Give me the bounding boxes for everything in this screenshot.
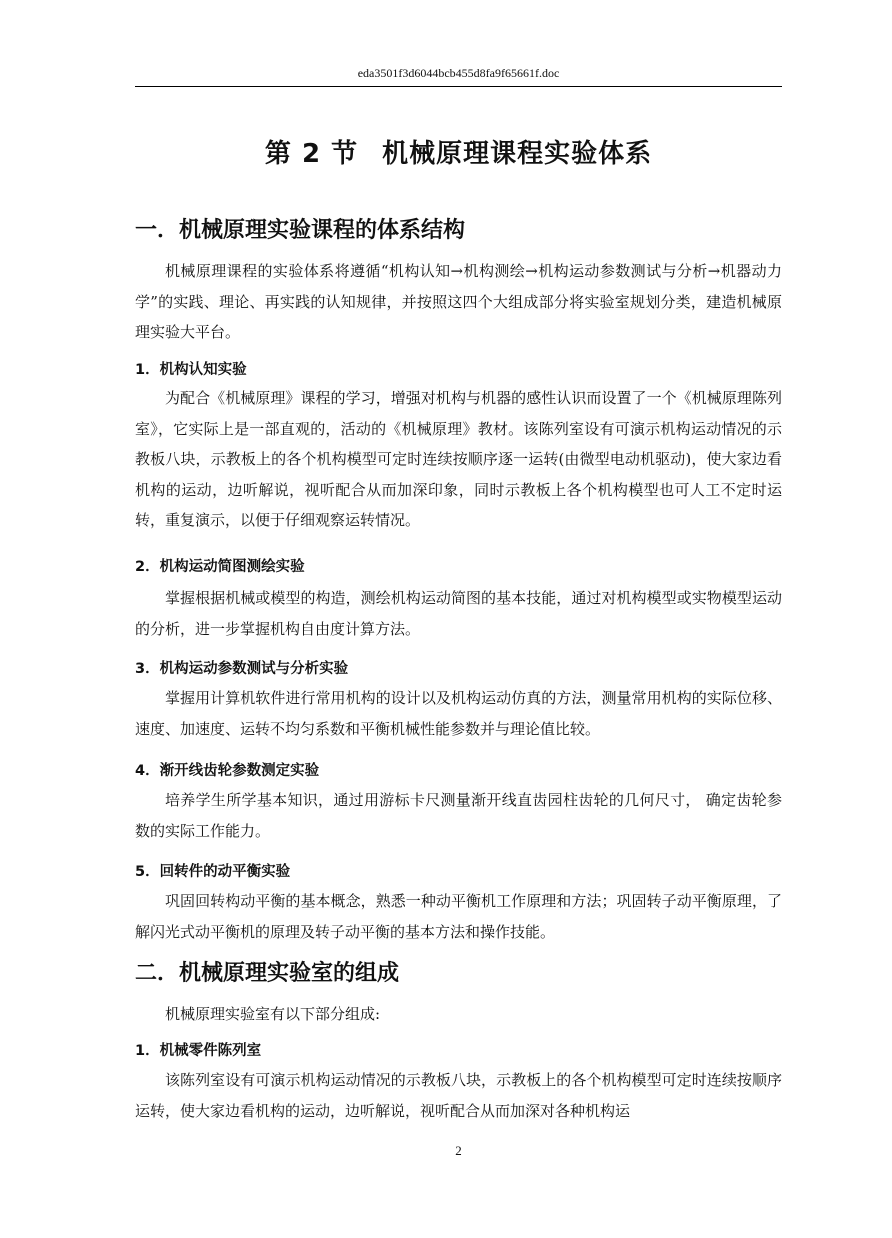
subheading-balance: 5．回转件的动平衡实验 [135,864,291,880]
subheading-sketch: 2．机构运动简图测绘实验 [135,559,305,575]
subheading-motion-params: 3．机构运动参数测试与分析实验 [135,661,349,677]
paragraph-motion-params: 掌握用计算机软件进行常用机构的设计以及机构运动仿真的方法，测量常用机构的实际位移、速度、加速度、运转不均匀系数和平衡机械性能参数并与理论值比较。 [135,689,782,738]
paragraph-cognition: 为配合《机械原理》课程的学习，增强对机构与机器的感性认识而设置了一个《机械原理陈列室》，它实际上是一部直观的，活动的《机械原理》教材。该陈列室设有可演示机构运动情况的示教板八块，示教板上的各个机构模型可定时连续按顺序逐一运转(由微型电动机驱动)，使大家边看机构的运动，边听解说，视听配合从而加深印象，同时示教板上各个机构模型也可人工不定时运转，重复演示，以便于仔细观察运转情况。 [135,389,782,529]
part-heading-1: 一．机械原理实验课程的体系结构 [135,218,466,243]
page-number: 2 [455,1143,462,1158]
section-title-text: 机械原理课程实验体系 [382,139,653,169]
part-1-intro: 机械原理课程的实验体系将遵循“机构认知→机构测绘→机构运动参数测试与分析→机器动力学”的实践、理论、再实践的认知规律，并按照这四个大组成部分将实验室规划分类，建造机械原理实验大平台。 [135,262,782,341]
part-heading-2: 二．机械原理实验室的组成 [135,961,400,986]
part-2-intro: 机械原理实验室有以下部分组成: [165,1005,381,1023]
paragraph-exhibition: 该陈列室设有可演示机构运动情况的示教板八块，示教板上的各个机构模型可定时连续按顺序运转，使大家边看机构的运动，边听解说，视听配合从而加深对各种机构运 [135,1071,782,1120]
subheading-exhibition: 1．机械零件陈列室 [135,1043,262,1059]
paragraph-gear: 培养学生所学基本知识，通过用游标卡尺测量渐开线直齿园柱齿轮的几何尺寸， 确定齿轮参数的实际工作能力。 [135,791,782,840]
section-title [135,133,782,170]
header-rule [135,86,782,87]
subheading-cognition: 1．机构认知实验 [135,362,247,378]
section-number: 第 2 节 [264,139,359,169]
paragraph-sketch: 掌握根据机械或模型的构造，测绘机构运动简图的基本技能，通过对机构模型或实物模型运动的分析，进一步掌握机构自由度计算方法。 [135,589,782,638]
paragraph-balance: 巩固回转构动平衡的基本概念，熟悉一种动平衡机工作原理和方法；巩固转子动平衡原理，了解闪光式动平衡机的原理及转子动平衡的基本方法和操作技能。 [135,892,782,941]
subheading-gear: 4．渐开线齿轮参数测定实验 [135,763,320,779]
running-header-filename: eda3501f3d6044bcb455d8fa9f65661f.doc [357,66,560,80]
